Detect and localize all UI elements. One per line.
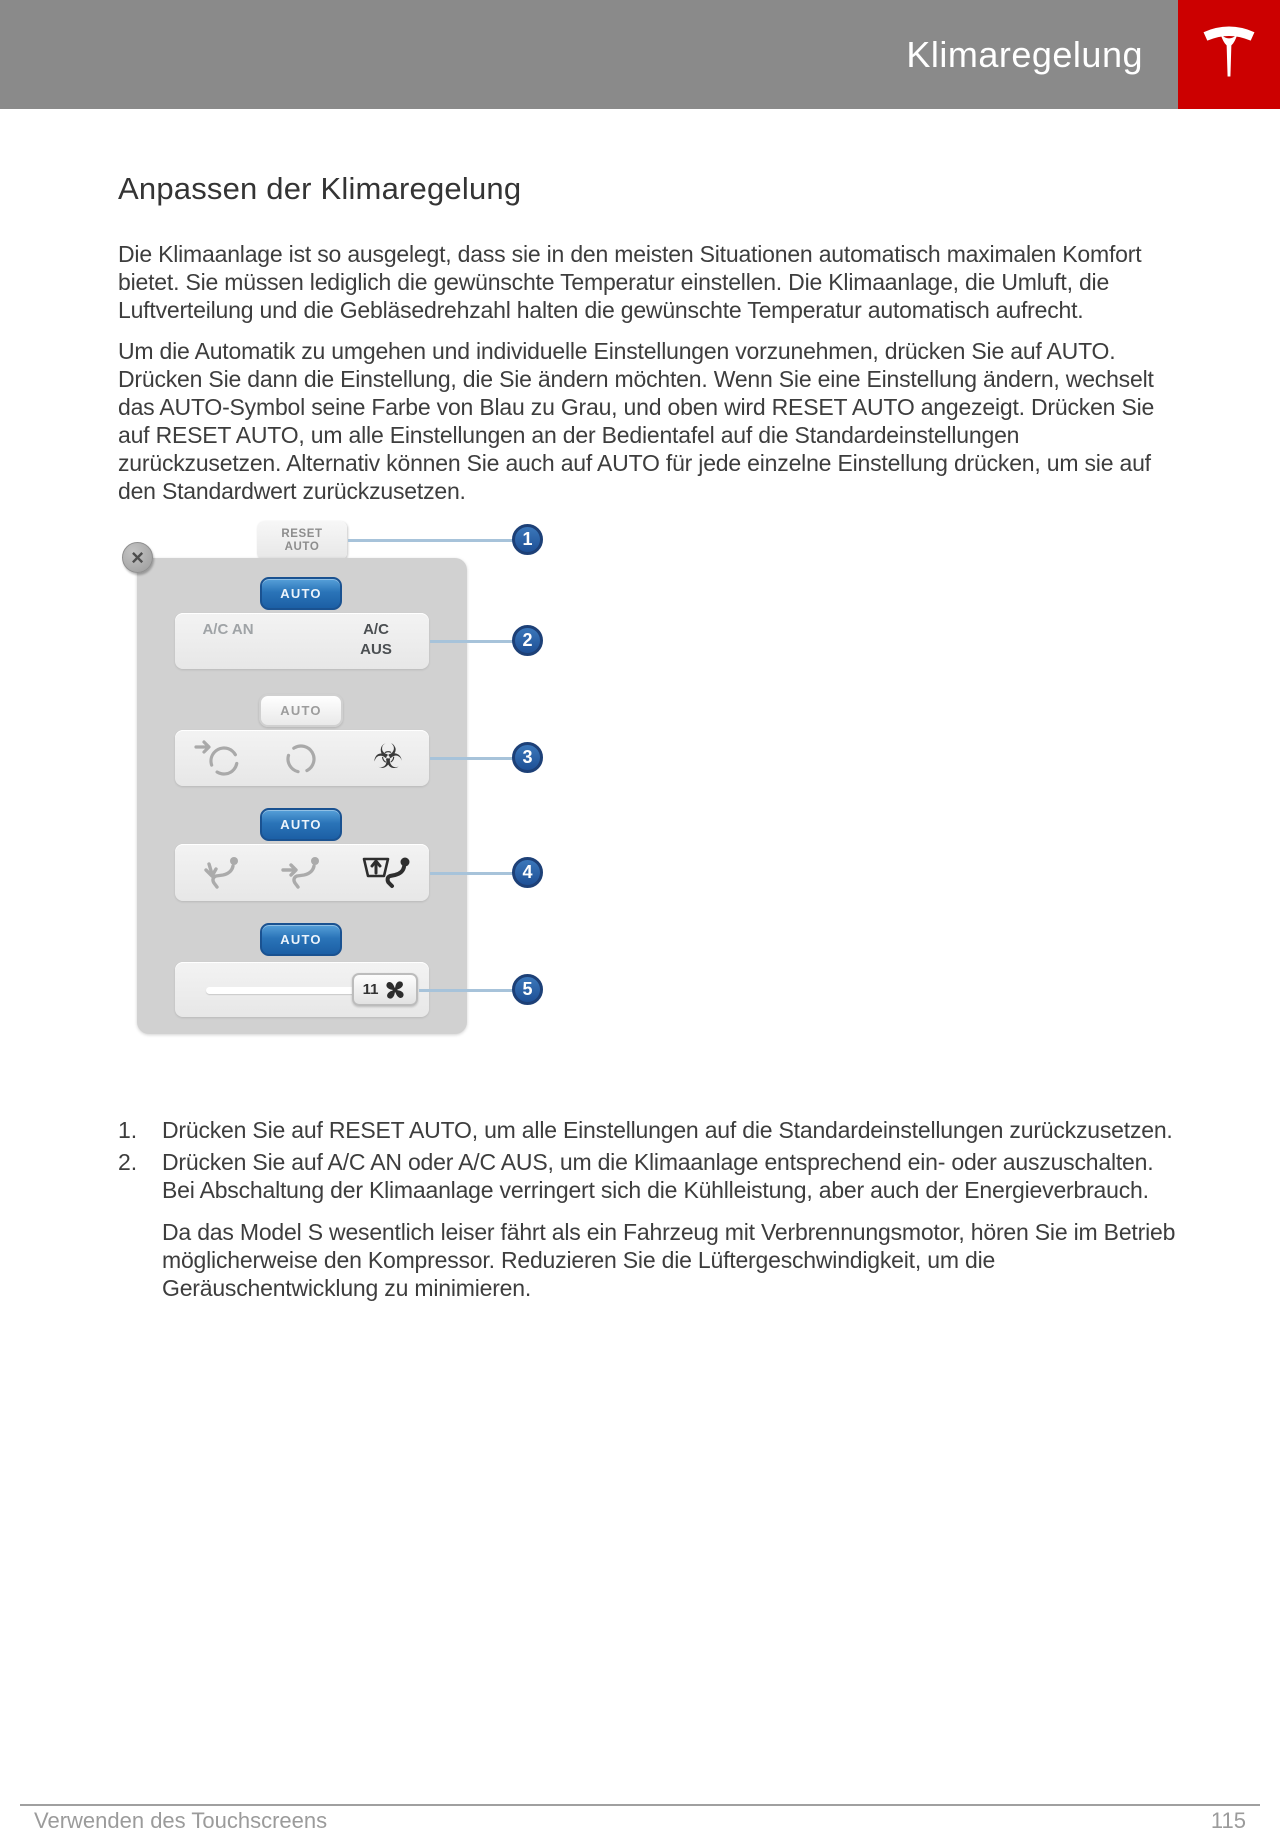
footer-section-title: Verwenden des Touchscreens	[34, 1808, 328, 1833]
callout-2: 2	[512, 625, 543, 656]
ac-on-button: A/C AN	[202, 621, 254, 638]
auto-override-paragraph: Um die Automatik zu umgehen und individuelle Einstellungen vorzunehmen, drücken Sie auf AUTO. Drücken Sie dann die Einstellung, die Sie ändern möchten. Wenn Sie eine Einstellung ändern, wechselt das AUTO-Symbol seine Farbe von Blau zu Grau, und oben wird RESET AUTO angezeigt. Drücken Sie auf RESET AUTO, um alle Einstellungen an der Bedientafel auf die Standardeinstellungen zurückzusetzen. Alternativ können Sie auch auf AUTO für jede einzelne Einstellung drücken, um sie auf den Standardwert zurückzusetzen.	[118, 338, 1155, 504]
tesla-logo-box	[1178, 0, 1280, 109]
list-item-number: 2.	[118, 1149, 138, 1175]
callout-1: 1	[512, 524, 543, 555]
list-item-text: Drücken Sie auf A/C AN oder A/C AUS, um die Klimaanlage entsprechend ein- oder auszuschalten. Bei Abschaltung der Klimaanlage verringert sich die Kühlleistung, aber auch der Energieverbrauch.	[162, 1149, 1154, 1203]
section-heading: Anpassen der Klimaregelung	[118, 171, 522, 206]
auto-button-fan: AUTO	[260, 923, 342, 956]
callout-5: 5	[512, 974, 543, 1005]
chapter-title: Klimaregelung	[906, 34, 1143, 75]
fan-speed-slider-track	[206, 987, 358, 994]
auto-button-ac: AUTO	[260, 577, 342, 610]
fan-icon	[383, 978, 407, 1002]
tesla-t-icon	[1196, 19, 1262, 90]
leader-line-5	[419, 989, 515, 992]
fan-speed-value: 11	[362, 981, 379, 998]
callout-3: 3	[512, 742, 543, 773]
biohazard-icon: ☣	[372, 738, 404, 776]
list-item-note: Da das Model S wesentlich leiser fährt als ein Fahrzeug mit Verbrennungsmotor, hören Sie im Betrieb möglicherweise den Kompressor. Reduzieren Sie die Lüftergeschwindigkeit, um die Geräuschentwicklung zu minimieren.	[162, 1219, 1176, 1301]
leader-line-4	[430, 872, 515, 875]
recirculation-icon	[281, 738, 321, 778]
page-footer	[20, 1804, 1260, 1837]
reset-auto-button: RESET AUTO	[257, 521, 347, 560]
airflow-face-icon	[278, 855, 324, 891]
page-body	[118, 109, 1180, 1306]
page-number: 115	[1210, 1808, 1246, 1833]
climate-panel-figure	[118, 521, 1180, 1036]
defrost-windshield-icon	[359, 852, 415, 892]
list-item-text: Drücken Sie auf RESET AUTO, um alle Einstellungen auf die Standardeinstellungen zurückzusetzen.	[162, 1117, 1173, 1143]
fan-speed-slider-handle	[352, 973, 418, 1006]
airflow-floor-icon	[197, 855, 243, 891]
list-item	[118, 1116, 1180, 1144]
leader-line-3	[430, 757, 515, 760]
list-item-number: 1.	[118, 1117, 138, 1143]
auto-button-air-source: AUTO	[259, 694, 343, 727]
instruction-list	[118, 1116, 1180, 1302]
leader-line-2	[430, 640, 515, 643]
auto-button-airflow: AUTO	[260, 808, 342, 841]
ac-off-button: A/C AUS	[360, 621, 392, 658]
page-header	[0, 0, 1280, 109]
close-icon: ×	[122, 542, 153, 573]
intro-paragraph: Die Klimaanlage ist so ausgelegt, dass sie in den meisten Situationen automatisch maximalen Komfort bietet. Sie müssen lediglich die gewünschte Temperatur einstellen. Die Klimaanlage, die Umluft, die Luftverteilung und die Gebläsedrehzahl halten die gewünschte Temperatur automatisch aufrecht.	[118, 241, 1142, 323]
leader-line-1	[348, 539, 515, 542]
fresh-air-icon	[193, 738, 247, 778]
callout-4: 4	[512, 857, 543, 888]
list-item	[118, 1148, 1180, 1302]
